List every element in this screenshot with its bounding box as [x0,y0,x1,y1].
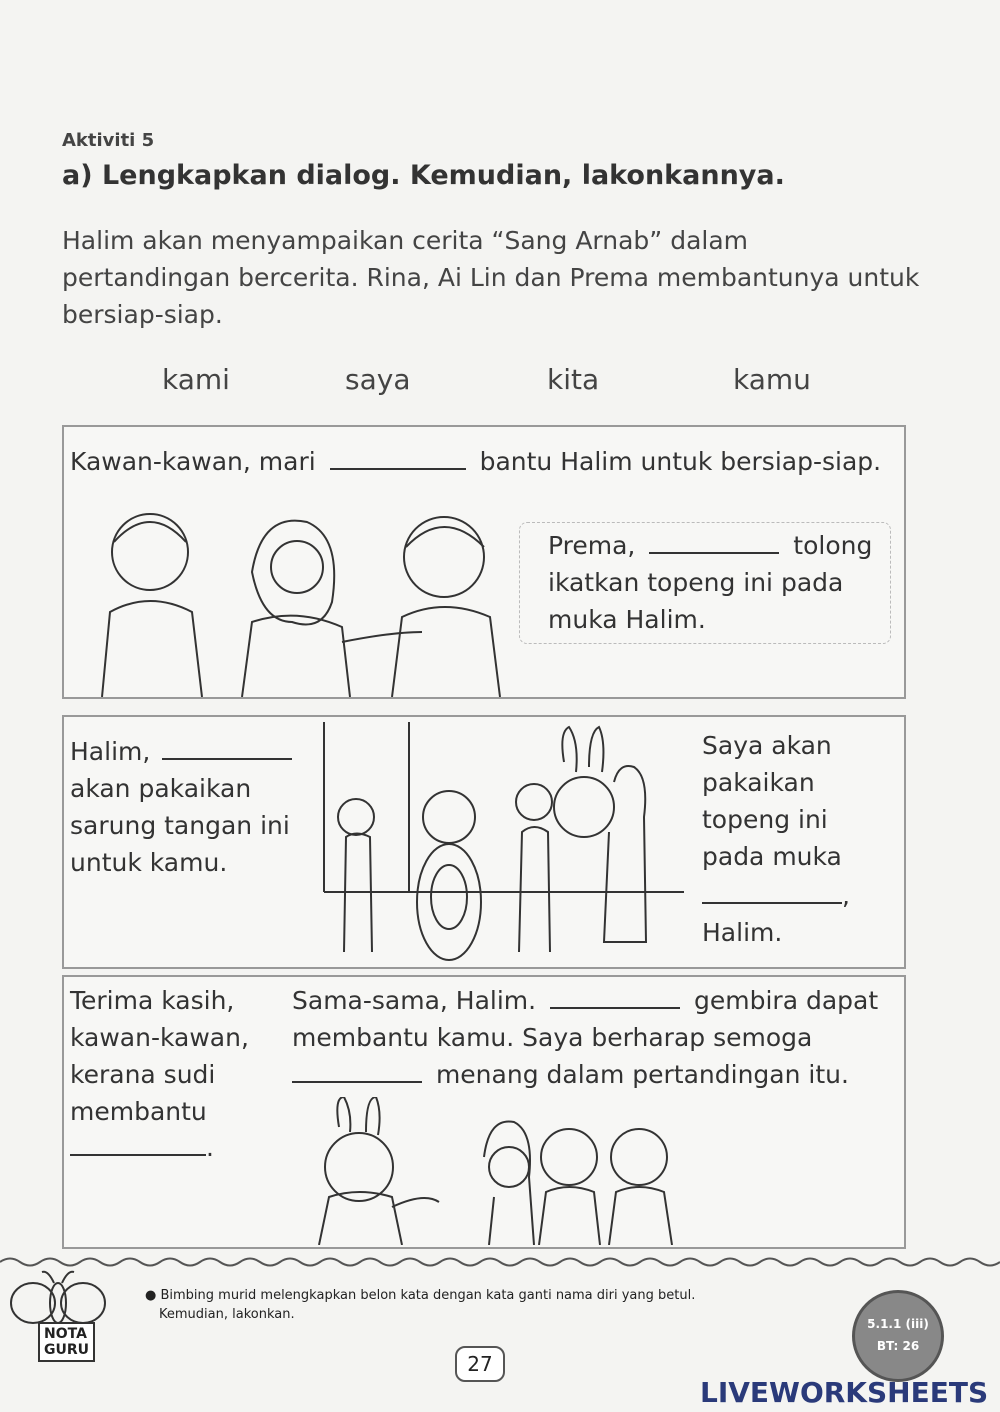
panel2-comma: , [842,881,850,910]
panel3-left-line-2: kawan-kawan, [70,1023,249,1052]
bubble1-text-b: tolong [793,531,873,560]
panel3-blank-2[interactable] [550,983,680,1009]
teacher-note-line-1: ● Bimbing murid melengkapkan belon kata dengan kata ganti nama diri yang betul. [145,1288,696,1303]
panel3-blank-3[interactable] [292,1057,422,1083]
butterfly-icon [8,1268,108,1330]
word-bank-item: kamu [733,363,811,396]
costume-illustration [314,722,684,962]
page-number: 27 [455,1346,505,1382]
nota-line-2: GURU [44,1342,90,1358]
panel2-left-line-1 [70,733,292,770]
panel2-right-line-1: Saya akan [702,731,832,760]
panel2-left-line-2: akan pakaikan [70,774,252,803]
bubble1-line-2: ikatkan topeng ini pada [548,568,844,597]
intro-paragraph: Halim akan menyampaikan cerita “Sang Arnab” dalam pertandingan bercerita. Rina, Ai Lin dan Prema membantunya untuk bersiap-siap. [62,226,920,329]
teacher-note-text-2: Kemudian, lakonkan. [159,1307,295,1322]
panel3-left-line-4: membantu [70,1097,207,1126]
panel3-dot: . [206,1133,214,1162]
panel3-left-line-5 [70,1129,214,1166]
three-children-illustration [92,502,512,697]
panel3-left-line-3: kerana sudi [70,1060,216,1089]
panel1-text-before: Kawan-kawan, mari [70,447,316,476]
dialog-panel-1 [62,425,906,699]
panel2-right-line-5 [702,877,850,914]
panel2-blank-2[interactable] [702,878,842,904]
nota-line-1: NOTA [44,1326,87,1342]
wavy-divider [0,1255,1000,1269]
panel1-blank-2[interactable] [649,528,779,554]
group-illustration [294,1097,694,1245]
panel2-right-line-4: pada muka [702,842,842,871]
bubble1-line-1 [548,527,872,564]
panel1-line [70,443,881,480]
word-bank-item: saya [345,363,411,396]
panel3-right-text-a: Sama-sama, Halim. [292,986,537,1015]
badge-line-1: 5.1.1 (iii) [867,1317,929,1331]
panel2-left-text-a: Halim, [70,737,151,766]
panel1-blank-1[interactable] [330,444,466,470]
panel3-right-text-b: gembira dapat [694,986,879,1015]
teacher-note-text-1: Bimbing murid melengkapkan belon kata dengan kata ganti nama diri yang betul. [160,1288,696,1303]
panel1-text-after: bantu Halim untuk bersiap-siap. [479,447,882,476]
bubble1-line-3: muka Halim. [548,605,706,634]
word-bank-item: kita [547,363,600,396]
panel2-blank-1[interactable] [162,734,292,760]
nota-guru-label [38,1322,95,1362]
dialog-panel-3 [62,975,906,1249]
panel3-right-line-3 [292,1056,849,1093]
panel3-left-line-1: Terima kasih, [70,986,235,1015]
panel2-right-line-3: topeng ini [702,805,828,834]
bubble1-text-a: Prema, [548,531,636,560]
panel2-left-line-4: untuk kamu. [70,848,228,877]
word-bank-item: kami [162,363,230,396]
panel3-right-line-1 [292,982,878,1019]
panel3-right-text-d: menang dalam pertandingan itu. [435,1060,849,1089]
panel2-left-line-3: sarung tangan ini [70,811,290,840]
activity-label: Aktiviti 5 [62,130,155,151]
standard-badge [852,1290,944,1382]
panel2-right-line-6: Halim. [702,918,783,947]
panel2-right-line-2: pakaikan [702,768,815,797]
panel3-right-line-2: membantu kamu. Saya berharap semoga [292,1023,813,1052]
dialog-panel-2 [62,715,906,969]
instruction-heading: a) Lengkapkan dialog. Kemudian, lakonkannya. [62,160,785,191]
badge-line-2: BT: 26 [876,1339,920,1353]
liveworksheets-brand[interactable]: LIVEWORKSHEETS [700,1376,989,1409]
teacher-note [145,1286,785,1324]
panel3-blank-1[interactable] [70,1130,206,1156]
